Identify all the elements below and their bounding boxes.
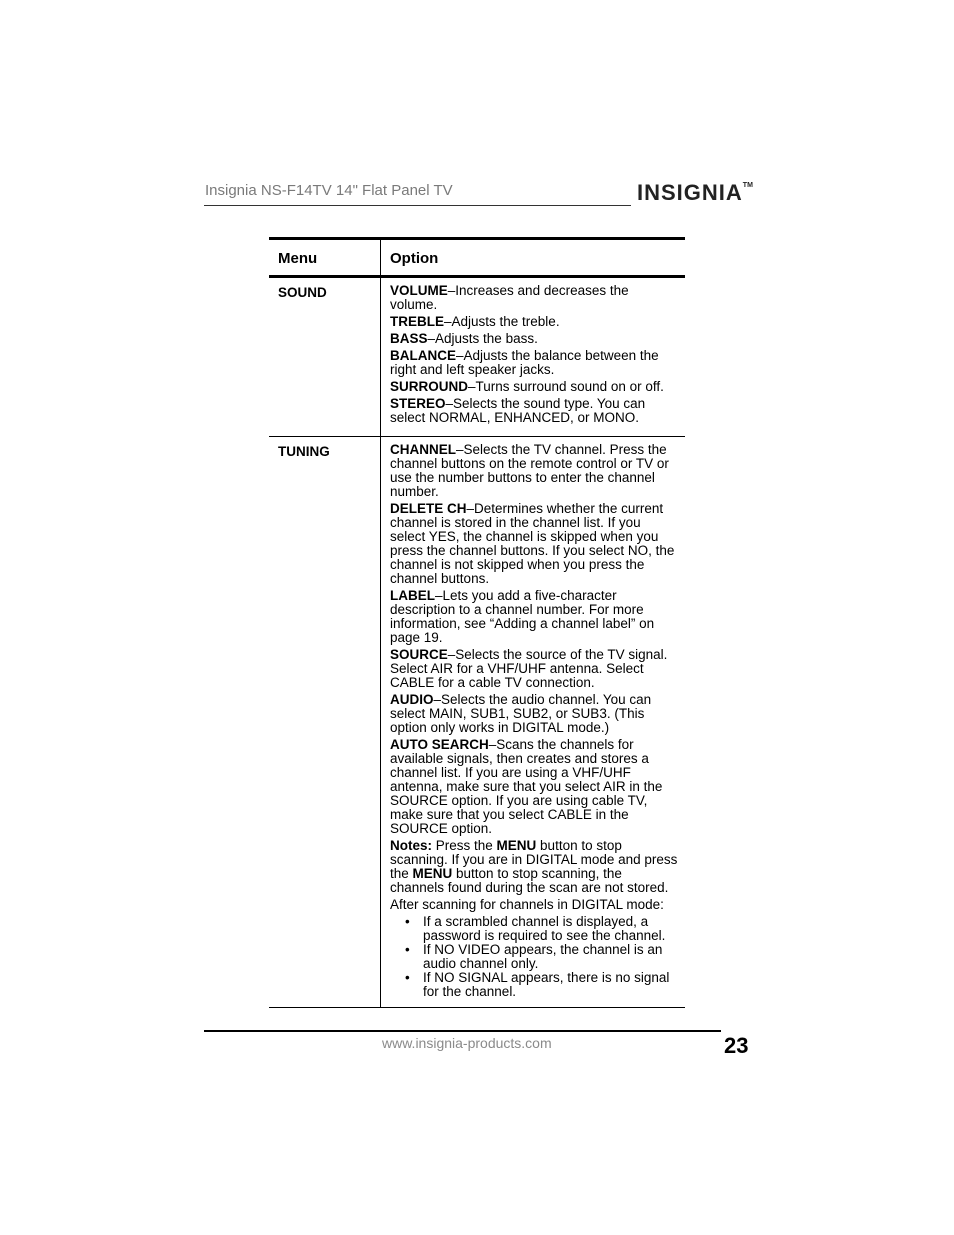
notes-menu-term: MENU (496, 838, 537, 853)
list-item-text: If NO SIGNAL appears, there is no signal for the channel. (423, 970, 670, 999)
option-term: LABEL (390, 588, 435, 603)
option-entry (390, 693, 679, 735)
column-header-menu: Menu (269, 240, 381, 275)
option-entry (390, 589, 679, 645)
table-row-tuning (269, 437, 685, 1008)
notes-text: Press the (432, 838, 497, 853)
option-term: BASS (390, 331, 428, 346)
option-term: SOURCE (390, 647, 448, 662)
bullet-icon: • (405, 914, 410, 929)
option-desc: –Scans the channels for available signals, then creates and stores a channel list. If you are using a VHF/UHF antenna, make sure that you select AIR in the SOURCE option. If you are using cable TV, make sure that you select CABLE in the SOURCE option. (390, 737, 663, 836)
option-term: AUTO SEARCH (390, 737, 489, 752)
header-title: Insignia NS-F14TV 14" Flat Panel TV (205, 182, 453, 199)
option-entry (390, 738, 679, 836)
option-term: VOLUME (390, 283, 448, 298)
option-desc: –Selects the source of the TV signal. Select AIR for a VHF/UHF antenna. Select CABLE for a cable TV connection. (390, 647, 668, 690)
page-number: 23 (724, 1033, 749, 1058)
menu-cell-tuning: TUNING (269, 437, 381, 1007)
menu-cell-sound: SOUND (269, 278, 381, 436)
option-desc: –Adjusts the balance between the right and left speaker jacks. (390, 348, 659, 377)
column-header-option: Option (390, 250, 439, 267)
option-desc: –Adjusts the treble. (444, 314, 560, 329)
list-item-text: If a scrambled channel is displayed, a password is required to see the channel. (423, 914, 666, 943)
menu-options-table (269, 237, 685, 1008)
footer-rule (204, 1030, 721, 1032)
table-row-sound (269, 278, 685, 437)
option-desc: –Selects the sound type. You can select NORMAL, ENHANCED, or MONO. (390, 396, 646, 425)
logo-text: INSIGNIA (637, 180, 743, 205)
notes-menu-term: MENU (412, 866, 453, 881)
option-term: TREBLE (390, 314, 444, 329)
option-term: CHANNEL (390, 442, 456, 457)
option-desc: –Selects the audio channel. You can select MAIN, SUB1, SUB2, or SUB3. (This option only works in DIGITAL mode.) (390, 692, 652, 735)
option-entry (390, 648, 679, 690)
option-desc: –Selects the TV channel. Press the channel buttons on the remote control or TV or use the number buttons to enter the channel number. (390, 442, 669, 499)
option-desc: –Turns surround sound on or off. (468, 379, 664, 394)
option-entry (390, 332, 679, 346)
bullet-list (390, 915, 679, 999)
table-header (269, 240, 685, 278)
list-item (390, 971, 679, 999)
option-cell-sound (381, 278, 685, 436)
notes-label: Notes: (390, 838, 433, 853)
option-desc: –Adjusts the bass. (427, 331, 538, 346)
bullet-icon: • (405, 942, 410, 957)
option-desc: –Determines whether the current channel is stored in the channel list. If you select YES, the channel is skipped when you press the channel buttons. If you select NO, the channel is not skipped when you press the channel buttons. (390, 501, 675, 586)
header-rule (204, 205, 631, 206)
option-entry (390, 397, 679, 425)
option-cell-tuning (381, 437, 685, 1007)
notes-text: button to stop scanning. If you are in DIGITAL mode and press the (390, 838, 678, 881)
footer-url: www.insignia-products.com (382, 1035, 552, 1051)
option-desc: –Increases and decreases the volume. (390, 283, 629, 312)
option-entry (390, 315, 679, 329)
after-scanning-text: After scanning for channels in DIGITAL mode: (390, 897, 664, 912)
option-entry (390, 502, 679, 586)
notes-paragraph (390, 839, 679, 895)
option-entry (390, 349, 679, 377)
list-item-text: If NO VIDEO appears, the channel is an audio channel only. (423, 942, 663, 971)
logo-trademark: TM (742, 182, 753, 189)
list-item (390, 915, 679, 943)
insignia-logo (637, 180, 753, 206)
option-entry (390, 284, 679, 312)
bullet-icon: • (405, 970, 410, 985)
option-entry (390, 443, 679, 499)
option-term: STEREO (390, 396, 446, 411)
option-term: SURROUND (390, 379, 469, 394)
notes-text: button to stop scanning, the channels found during the scan are not stored. (390, 866, 669, 895)
option-term: AUDIO (390, 692, 434, 707)
option-desc: –Lets you add a five-character description to a channel number. For more information, see “Adding a channel label” on page 19. (390, 588, 655, 645)
option-term: DELETE CH (390, 501, 467, 516)
list-item (390, 943, 679, 971)
option-term: BALANCE (390, 348, 456, 363)
option-entry (390, 380, 679, 394)
